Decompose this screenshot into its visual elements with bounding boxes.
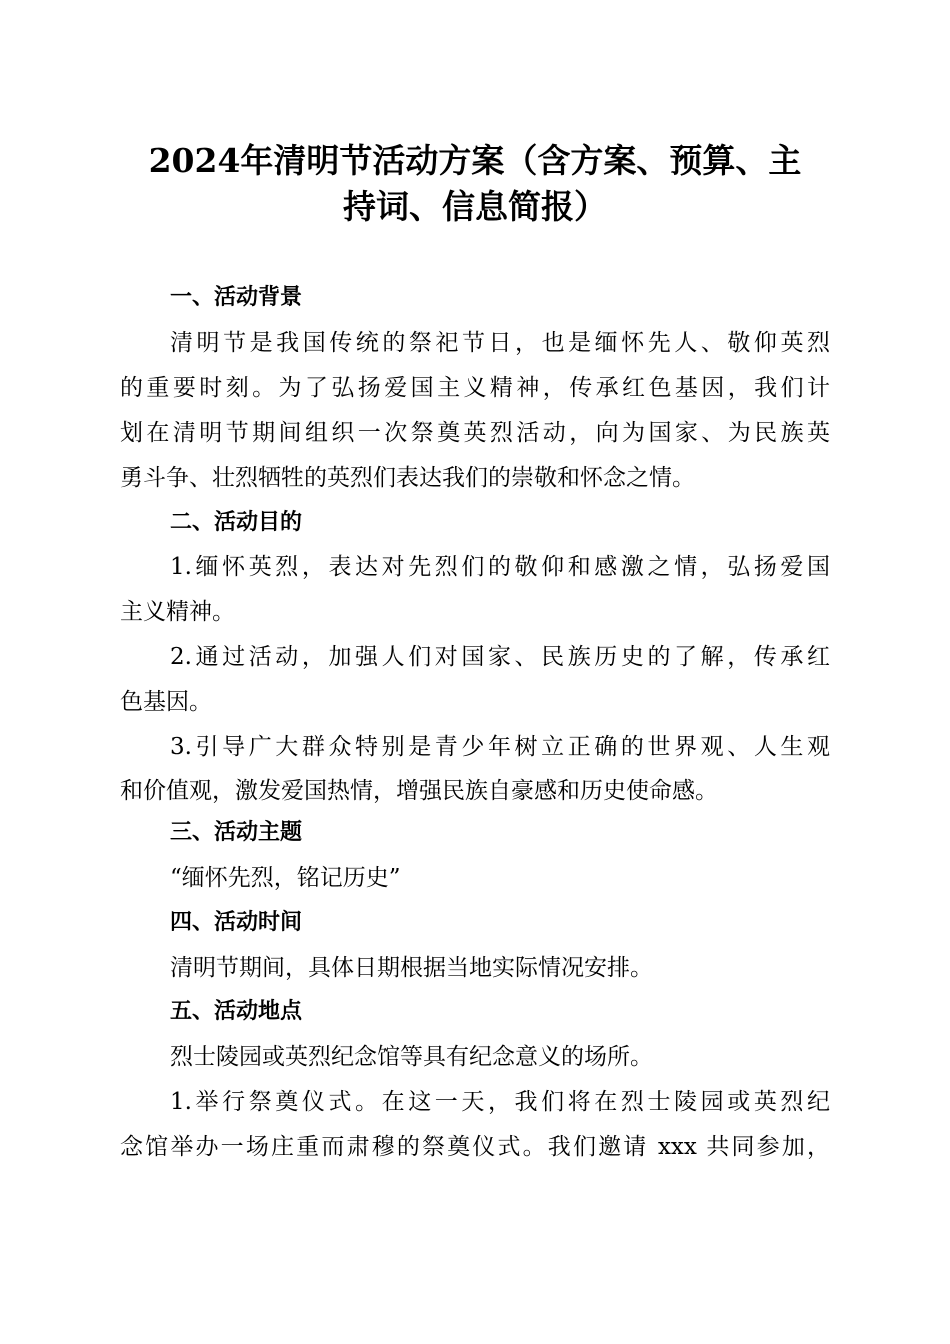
paragraph-line: 划在清明节期间组织一次祭奠英烈活动，向为国家、为民族英 bbox=[120, 420, 830, 446]
section-heading-background: 一、活动背景 bbox=[170, 285, 303, 310]
list-item-line: 念馆举办一场庄重而肃穆的祭奠仪式。我们邀请 xxx 共同参加， bbox=[120, 1134, 830, 1160]
document-title-line-2: 持词、信息简报） bbox=[343, 187, 607, 226]
list-item-line: 1.缅怀英烈，表达对先烈们的敬仰和感激之情，弘扬爱国 bbox=[170, 554, 830, 580]
section-heading-theme: 三、活动主题 bbox=[170, 820, 303, 845]
paragraph-line: 清明节是我国传统的祭祀节日，也是缅怀先人、敬仰英烈 bbox=[170, 330, 830, 356]
list-item-line: 主义精神。 bbox=[120, 599, 235, 625]
document-title-line-1: 2024年清明节活动方案（含方案、预算、主 bbox=[148, 141, 802, 180]
paragraph-line: 的重要时刻。为了弘扬爱国主义精神，传承红色基因，我们计 bbox=[120, 375, 830, 401]
list-item-line: 2.通过活动，加强人们对国家、民族历史的了解，传承红 bbox=[170, 644, 830, 670]
list-item-line: 色基因。 bbox=[120, 689, 212, 715]
list-item-line: 1.举行祭奠仪式。在这一天，我们将在烈士陵园或英烈纪 bbox=[170, 1089, 830, 1115]
section-heading-time: 四、活动时间 bbox=[170, 910, 303, 935]
paragraph-line: 烈士陵园或英烈纪念馆等具有纪念意义的场所。 bbox=[170, 1044, 653, 1070]
list-item-line: 3.引导广大群众特别是青少年树立正确的世界观、人生观 bbox=[170, 734, 830, 760]
theme-slogan: “缅怀先烈，铭记历史” bbox=[170, 865, 401, 891]
paragraph-line: 清明节期间，具体日期根据当地实际情况安排。 bbox=[170, 955, 653, 981]
list-item-line: 和价值观，激发爱国热情，增强民族自豪感和历史使命感。 bbox=[120, 778, 718, 804]
paragraph-line: 勇斗争、壮烈牺牲的英烈们表达我们的崇敬和怀念之情。 bbox=[120, 465, 695, 491]
section-heading-location: 五、活动地点 bbox=[170, 999, 303, 1024]
section-heading-purpose: 二、活动目的 bbox=[170, 510, 303, 535]
